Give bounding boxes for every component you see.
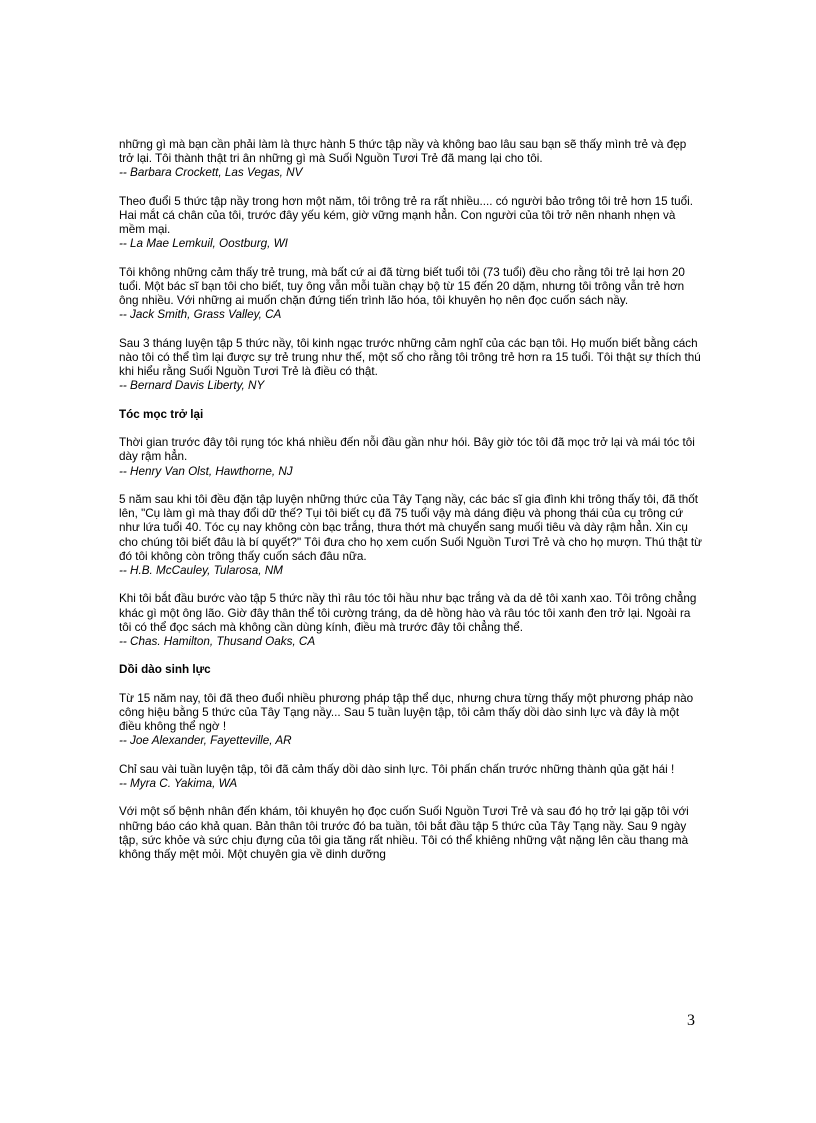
testimonial-author: -- Joe Alexander, Fayetteville, AR (119, 734, 292, 748)
testimonial (119, 195, 704, 252)
section-heading: Dồi dào sinh lực (119, 663, 211, 677)
testimonial-author: -- H.B. McCauley, Tularosa, NM (119, 564, 283, 577)
page-number: 3 (687, 1012, 695, 1029)
section-heading: Tóc mọc trở lại (119, 407, 204, 421)
testimonial-author: -- Myra C. Yakima, WA (119, 776, 238, 790)
testimonial-author: -- Henry Van Olst, Hawthorne, NJ (119, 464, 293, 478)
testimonial-text: Sau 3 tháng luyện tập 5 thức nầy, tôi kinh ngạc trước những cảm nghĩ của các bạn tôi. Họ muốn biết bằng cách nào tôi có thể tìm lại được sự trẻ trung như thế, một số cho rằng tôi trông trẻ hơn ra 15 tuổi. Tôi thật sự thích thú khi hiểu rằng Suối Nguồn Tươi Trẻ là điều có thật. (119, 336, 701, 379)
testimonial-text: Tôi không những cảm thấy trẻ trung, mà bất cứ ai đã từng biết tuổi tôi (73 tuổi) đều cho rằng tôi trẻ lại hơn 20 tuổi. Một bác sĩ bạn tôi cho biết, tuy ông vẫn mỗi tuần chạy bộ từ 15 đến 20 dặm, nhưng tôi trông vẫn trẻ hơn ông nhiều. Với những ai muốn chặn đứng tiến trình lão hóa, tôi khuyên họ nên đọc cuốn sách nầy. (119, 265, 685, 308)
testimonial (119, 337, 704, 394)
testimonial (119, 692, 704, 749)
testimonial-text: Khi tôi bắt đầu bước vào tập 5 thức nầy thì râu tóc tôi hầu như bạc trắng và da dẻ tôi xanh xao. Tôi trông chẳng khác gì một ông lão. Giờ đây thân thể tôi cường tráng, da dẻ hồng hào và râu tóc tôi xanh đen trở lại. Ngoài ra tôi có thể đọc sách mà không cần dùng kính, điều mà trước đây tôi chẳng thể. (119, 592, 697, 634)
testimonial (119, 763, 704, 791)
testimonial-author: -- Barbara Crockett, Las Vegas, NV (119, 166, 303, 180)
testimonial-text: Thời gian trước đây tôi rụng tóc khá nhiều đến nỗi đầu gần như hói. Bây giờ tóc tôi đã mọc trở lại và mái tóc tôi dày rậm hẳn. (119, 436, 695, 464)
testimonial (119, 493, 704, 578)
testimonial (119, 436, 704, 479)
testimonial-text: Từ 15 năm nay, tôi đã theo đuổi nhiều phương pháp tập thể dục, nhưng chưa từng thấy một phương pháp nào công hiệu bằng 5 thức của Tây Tạng nầy... Sau 5 tuần luyện tập, tôi cảm thấy dồi dào sinh lực và đây là một điều không thể ngờ ! (119, 691, 694, 734)
testimonial-text: 5 năm sau khi tôi đều đặn tập luyện những thức của Tây Tạng nầy, các bác sĩ gia đình khi trông thấy tôi, đã thốt lên, "Cụ làm gì mà thay đổi dữ thế? Tụi tôi biết cụ đã 75 tuổi vậy mà dáng điệu và phong thái của cụ trông cứ như lứa tuổi 40. Tóc cụ nay không còn bạc trắng, thưa thớt mà chuyển sang muối tiêu và dày rậm hẳn. Xin cụ cho chúng tôi biết đâu là bí quyết?" Tôi đưa cho họ xem cuốn Suối Nguồn Tươi Trẻ và cho họ mượn. Thú thật từ đó tôi không còn trông thấy cuốn sách đâu nữa. (119, 492, 702, 563)
testimonial (119, 805, 704, 862)
testimonial-text: Chỉ sau vài tuần luyện tập, tôi đã cảm thấy dồi dào sinh lực. Tôi phấn chấn trước những thành qủa gặt hái ! (119, 762, 675, 776)
testimonial-author: -- Jack Smith, Grass Valley, CA (119, 308, 282, 322)
testimonial (119, 592, 704, 649)
testimonial-author: -- Chas. Hamilton, Thusand Oaks, CA (119, 635, 316, 648)
testimonial-text: những gì mà bạn cần phải làm là thực hành 5 thức tập nầy và không bao lâu sau bạn sẽ thấy mình trẻ và đẹp trở lại. Tôi thành thật tri ân những gì mà Suối Nguồn Tươi Trẻ đã mang lại cho tôi. (119, 138, 687, 166)
testimonial-text: Với một số bệnh nhân đến khám, tôi khuyên họ đọc cuốn Suối Nguồn Tươi Trẻ và sau đó họ trở lại gặp tôi với những báo cáo khả quan. Bản thân tôi trước đó ba tuần, tôi bắt đầu tập 5 thức của Tây Tạng nầy. Sau 9 ngày tập, sức khỏe và sức chịu đựng của tôi gia tăng rất nhiều. Tôi có thể khiêng những vật nặng lên cầu thang mà không thấy mệt mỏi. Một chuyên gia về dinh dưỡng (119, 805, 689, 861)
testimonial (119, 138, 704, 181)
testimonial (119, 266, 704, 323)
page-content (119, 138, 704, 876)
testimonial-author: -- Bernard Davis Liberty, NY (119, 379, 265, 393)
testimonial-text: Theo đuổi 5 thức tập nầy trong hơn một năm, tôi trông trẻ ra rất nhiều.... có người bảo trông tôi trẻ hơn 15 tuổi. Hai mắt cá chân của tôi, trước đây yếu kém, giờ vững mạnh hẳn. Con người của tôi trở nên nhanh nhẹn và mềm mại. (119, 194, 693, 237)
testimonial-author: -- La Mae Lemkuil, Oostburg, WI (119, 237, 288, 251)
